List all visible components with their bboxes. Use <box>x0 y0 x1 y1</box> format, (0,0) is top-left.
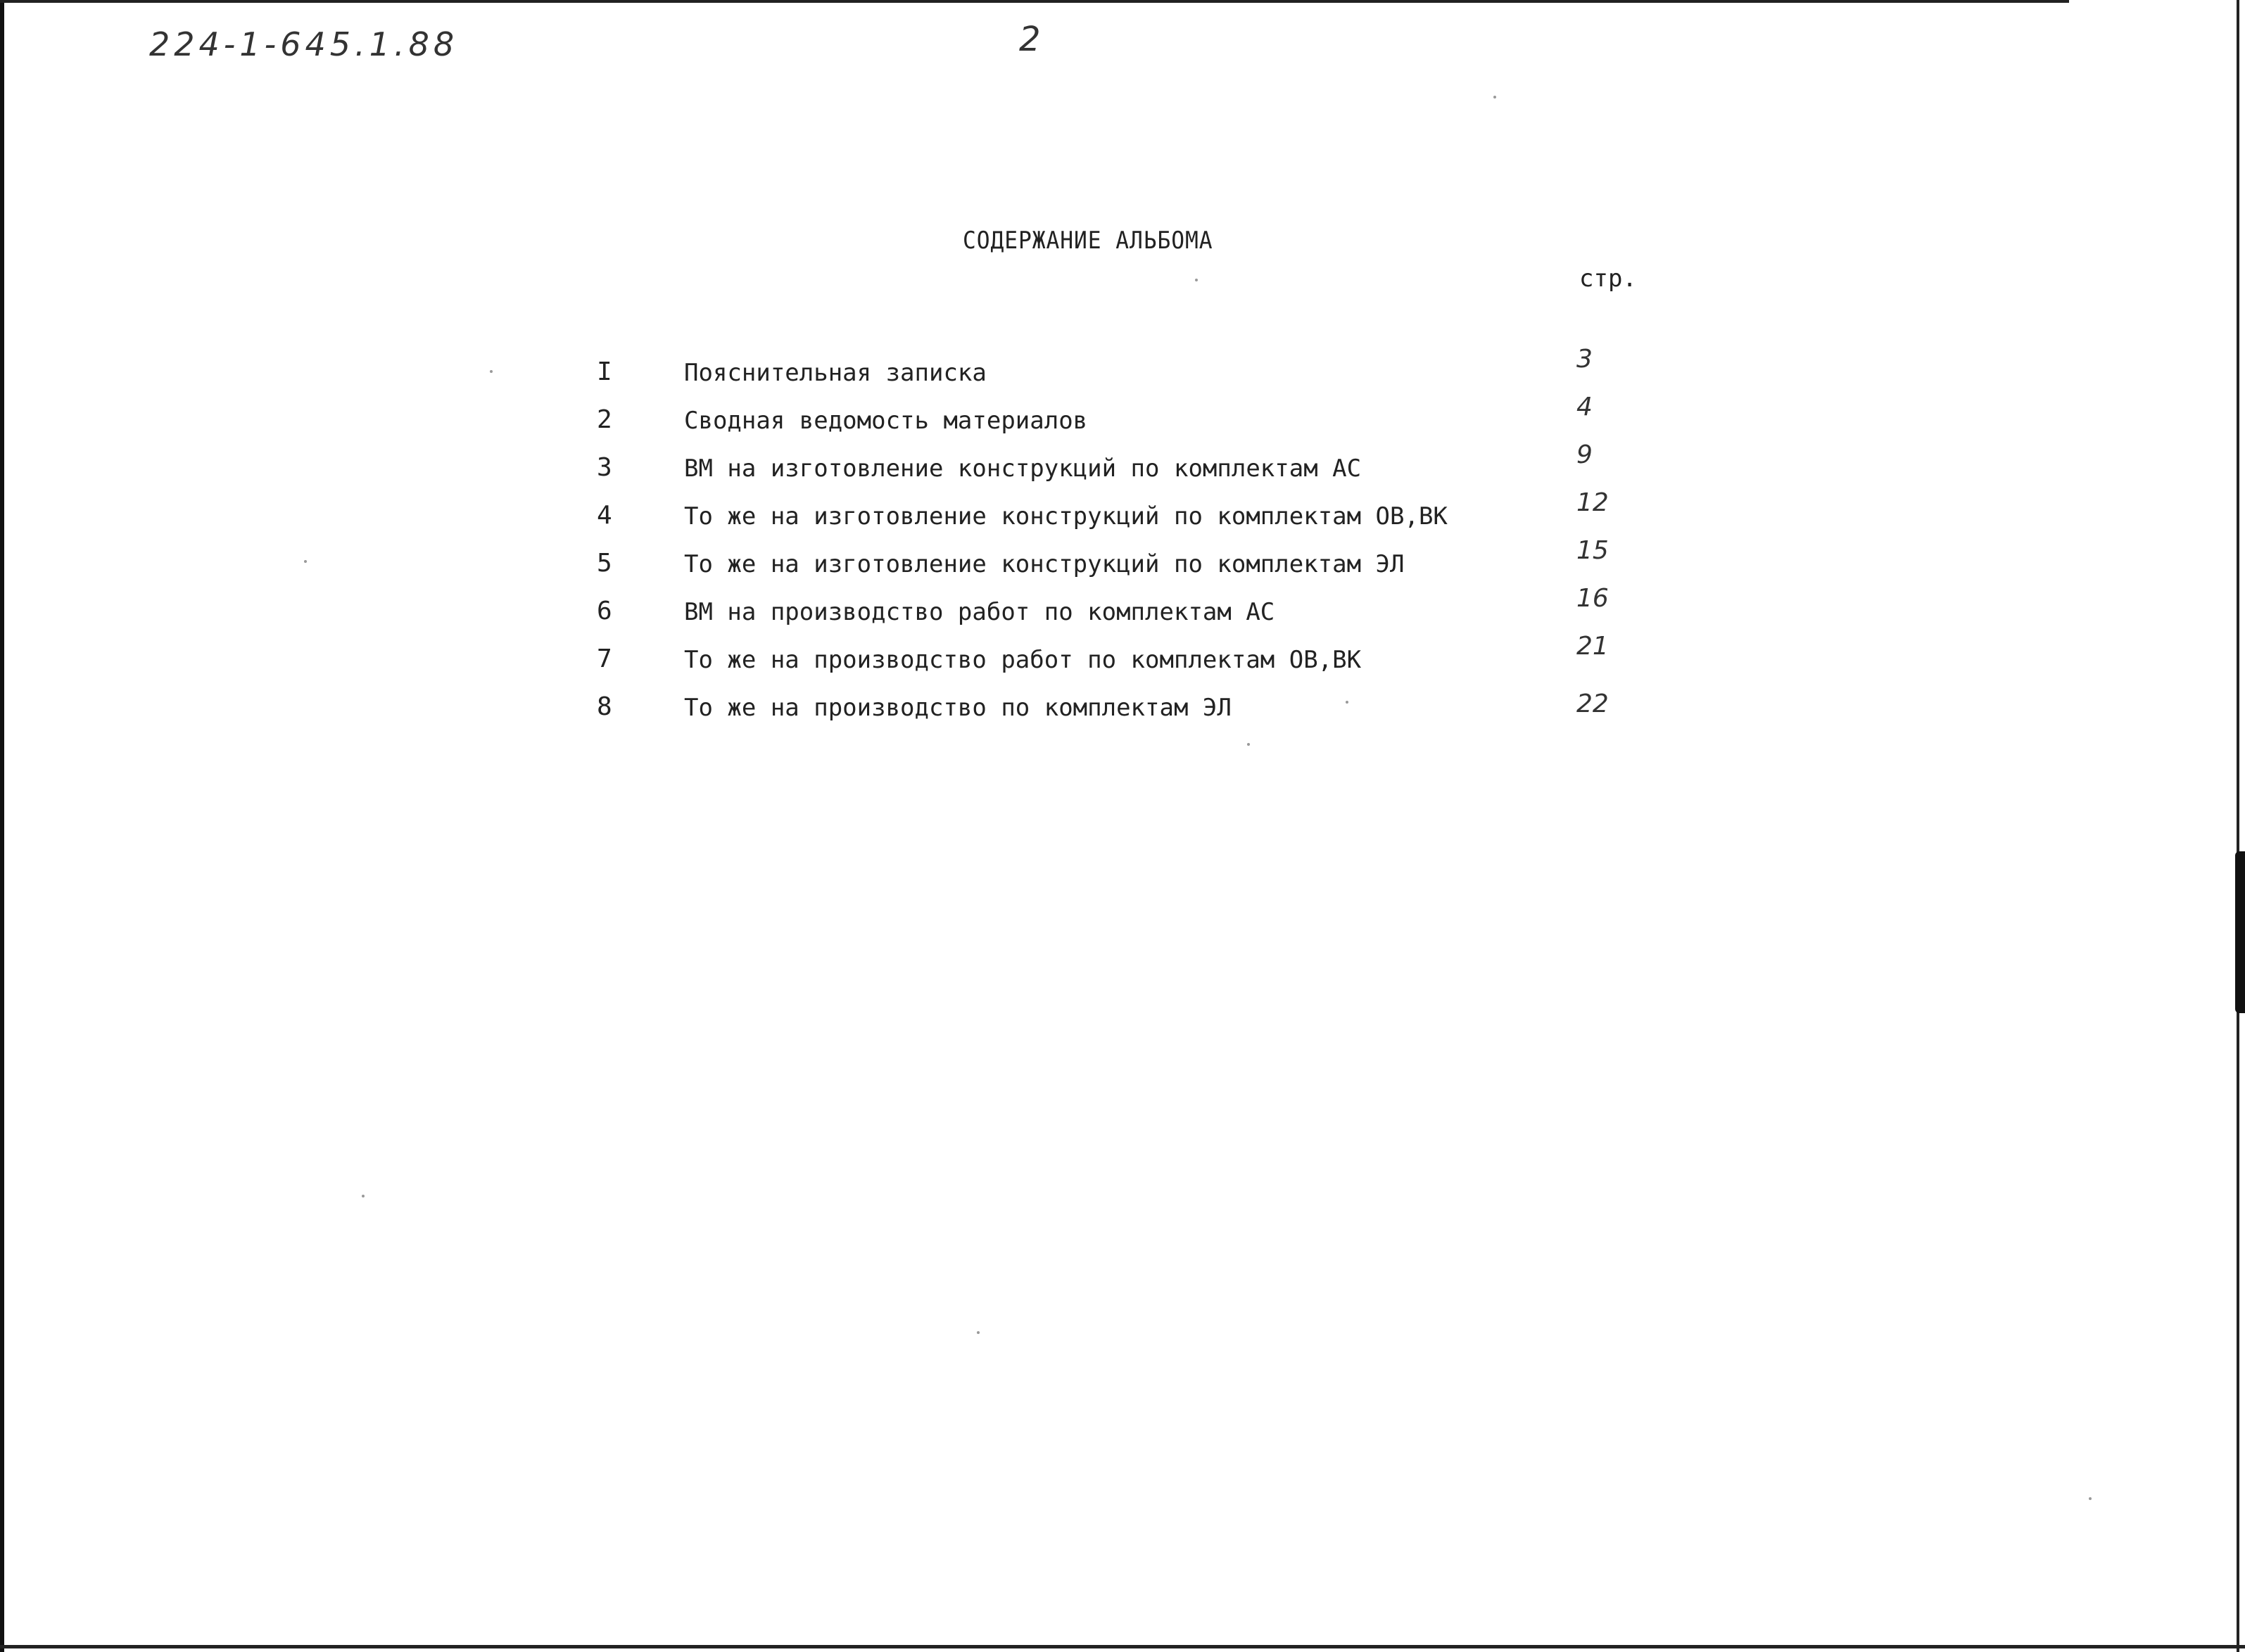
sheet-number: 2 <box>1019 20 1041 59</box>
pages-column-header: стр. <box>1579 265 1637 293</box>
toc-item-title: Пояснительная записка <box>684 359 987 387</box>
toc-row <box>0 536 2245 597</box>
toc-item-page: 21 <box>1576 632 1609 661</box>
scan-speck <box>304 560 307 563</box>
toc-item-page: 15 <box>1576 536 1609 565</box>
toc-item-number: 3 <box>597 453 612 482</box>
toc-item-number: 2 <box>597 405 612 434</box>
toc-item-title: То же на производство по комплектам ЭЛ <box>684 694 1232 722</box>
toc-item-page: 12 <box>1576 488 1609 517</box>
toc-item-number: I <box>597 357 612 386</box>
toc-item-number: 6 <box>597 597 612 625</box>
toc-item-page: 4 <box>1576 393 1593 421</box>
contents-title: СОДЕРЖАНИЕ АЛЬБОМА <box>963 227 1213 255</box>
toc-item-page: 22 <box>1576 690 1609 718</box>
scan-speck <box>977 1331 980 1334</box>
toc-row <box>0 345 2245 405</box>
scan-speck <box>1493 96 1496 99</box>
toc-row <box>0 440 2245 501</box>
scan-speck <box>362 1195 365 1197</box>
scan-speck <box>2089 1497 2092 1500</box>
toc-row <box>0 488 2245 549</box>
toc-item-number: 7 <box>597 644 612 673</box>
toc-item-title: То же на изготовление конструкций по комплектам ОВ,ВК <box>684 502 1448 530</box>
toc-item-number: 5 <box>597 549 612 578</box>
scan-speck <box>1247 743 1250 746</box>
toc-item-page: 16 <box>1576 584 1609 613</box>
toc-item-page: 3 <box>1576 345 1593 374</box>
toc-row <box>0 393 2245 453</box>
toc-item-page: 9 <box>1576 440 1593 469</box>
scan-speck <box>1346 701 1348 704</box>
toc-row <box>0 584 2245 644</box>
toc-item-number: 4 <box>597 501 612 530</box>
scan-speck <box>1195 279 1198 281</box>
scan-speck <box>490 370 493 373</box>
toc-item-title: То же на производство работ по комплектам ОВ,ВК <box>684 646 1362 674</box>
document-code: 224-1-645.1.88 <box>149 25 459 63</box>
toc-row <box>0 692 2245 740</box>
toc-item-title: То же на изготовление конструкций по комплектам ЭЛ <box>684 550 1405 578</box>
toc-item-title: Сводная ведомость материалов <box>684 407 1088 435</box>
toc-row <box>0 632 2245 692</box>
toc-item-number: 8 <box>597 692 612 721</box>
toc-item-title: ВМ на производство работ по комплектам АС <box>684 598 1275 626</box>
toc-item-title: ВМ на изготовление конструкций по комплектам АС <box>684 455 1362 483</box>
